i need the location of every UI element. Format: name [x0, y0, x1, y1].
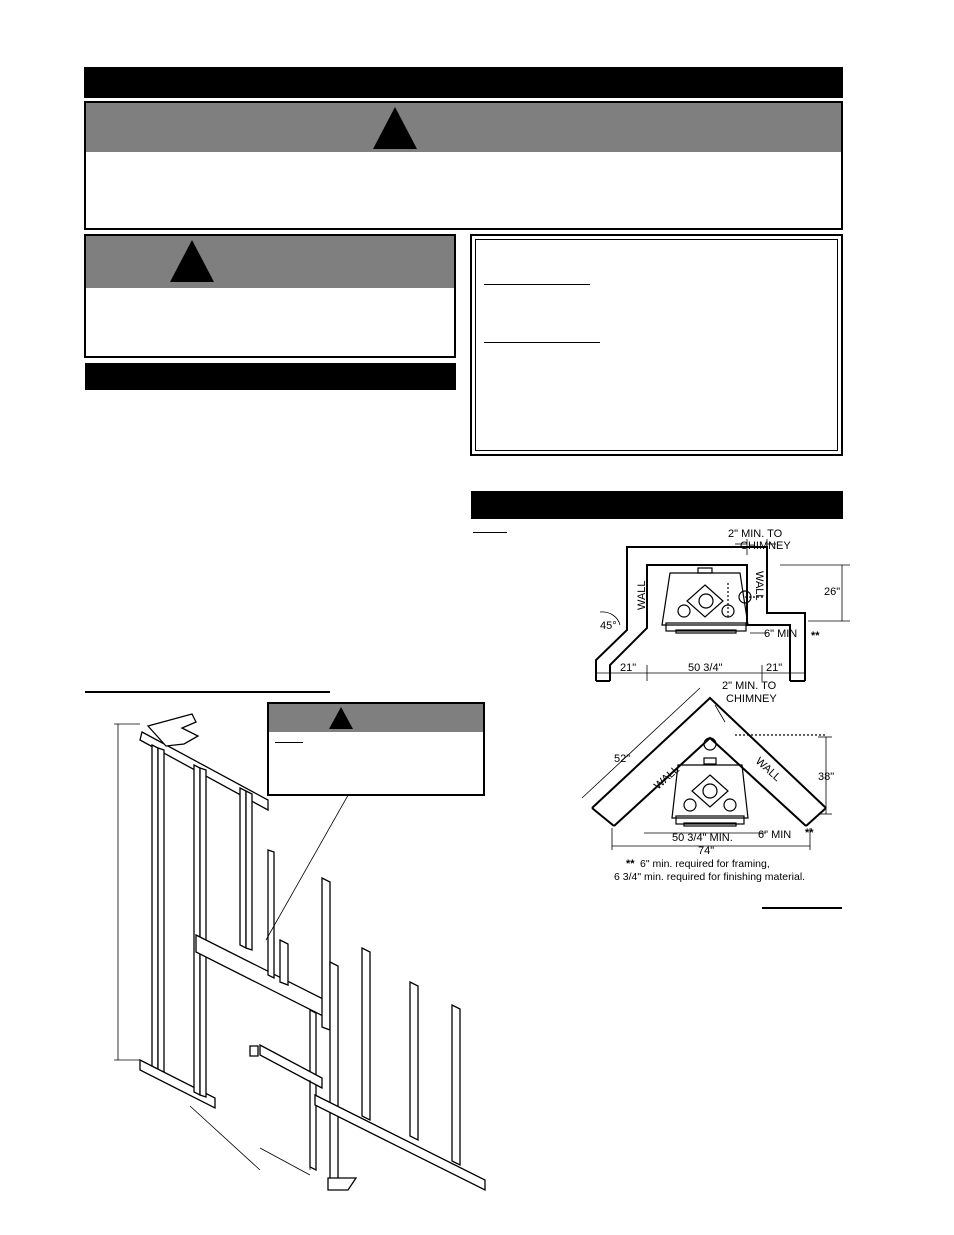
- depth-dimension: 26": [824, 586, 841, 598]
- side-min-label: 6" MIN: [758, 829, 792, 841]
- wall-label-right: WALL: [752, 755, 783, 785]
- depth-dimension: 38": [818, 771, 835, 783]
- left-subheading-underline: [85, 691, 330, 693]
- warning-box-main: [84, 101, 843, 230]
- top-clearance-line2: CHIMNEY: [726, 693, 777, 705]
- outer-width: 74": [698, 845, 715, 857]
- note-box: [470, 234, 843, 456]
- wall-label-right: WALL: [753, 571, 765, 601]
- side-min-label: 6" MIN: [764, 628, 798, 640]
- note-heading-underline: [484, 284, 590, 285]
- left-width: 21": [620, 662, 637, 674]
- top-clearance-line1: 2" MIN. TO: [728, 528, 783, 540]
- inner-width: 50 3/4" MIN.: [672, 832, 733, 844]
- top-clearance-line2: CHIMNEY: [740, 540, 791, 552]
- warning-banner: [86, 236, 454, 288]
- warning-triangle-icon: [170, 240, 214, 282]
- center-width: 50 3/4": [688, 662, 723, 674]
- figure-caption-underline: [762, 907, 842, 909]
- callout-warning-box: [267, 702, 485, 796]
- angle-label: 45°: [600, 620, 617, 632]
- side-min-stars: **: [805, 827, 814, 839]
- note-heading-underline: [484, 342, 600, 343]
- side-min-stars: **: [811, 630, 820, 642]
- wall-label-left: WALL: [651, 763, 682, 793]
- left-section-header: [85, 363, 456, 390]
- corner-clearance-diagram: [580, 525, 860, 695]
- figure-label-underline: [473, 532, 507, 533]
- angled-clearance-diagram: [580, 680, 850, 890]
- callout-label-underline: [275, 742, 303, 743]
- diagonal-dimension: 52": [614, 753, 631, 765]
- right-width: 21": [766, 662, 783, 674]
- footnote-line2: 6 3/4" min. required for finishing material.: [614, 871, 806, 883]
- warning-triangle-icon: [329, 707, 353, 729]
- warning-banner: [269, 704, 483, 732]
- top-clearance-line1: 2" MIN. TO: [722, 680, 777, 692]
- warning-box-secondary: [84, 234, 456, 358]
- footnote-stars: **: [626, 858, 635, 870]
- warning-triangle-icon: [373, 107, 417, 149]
- section-header-bar: [84, 67, 843, 98]
- warning-banner: [86, 103, 841, 152]
- right-section-header: [471, 491, 843, 519]
- wall-label-left: WALL: [636, 580, 648, 610]
- footnote-line1: 6" min. required for framing,: [640, 858, 770, 870]
